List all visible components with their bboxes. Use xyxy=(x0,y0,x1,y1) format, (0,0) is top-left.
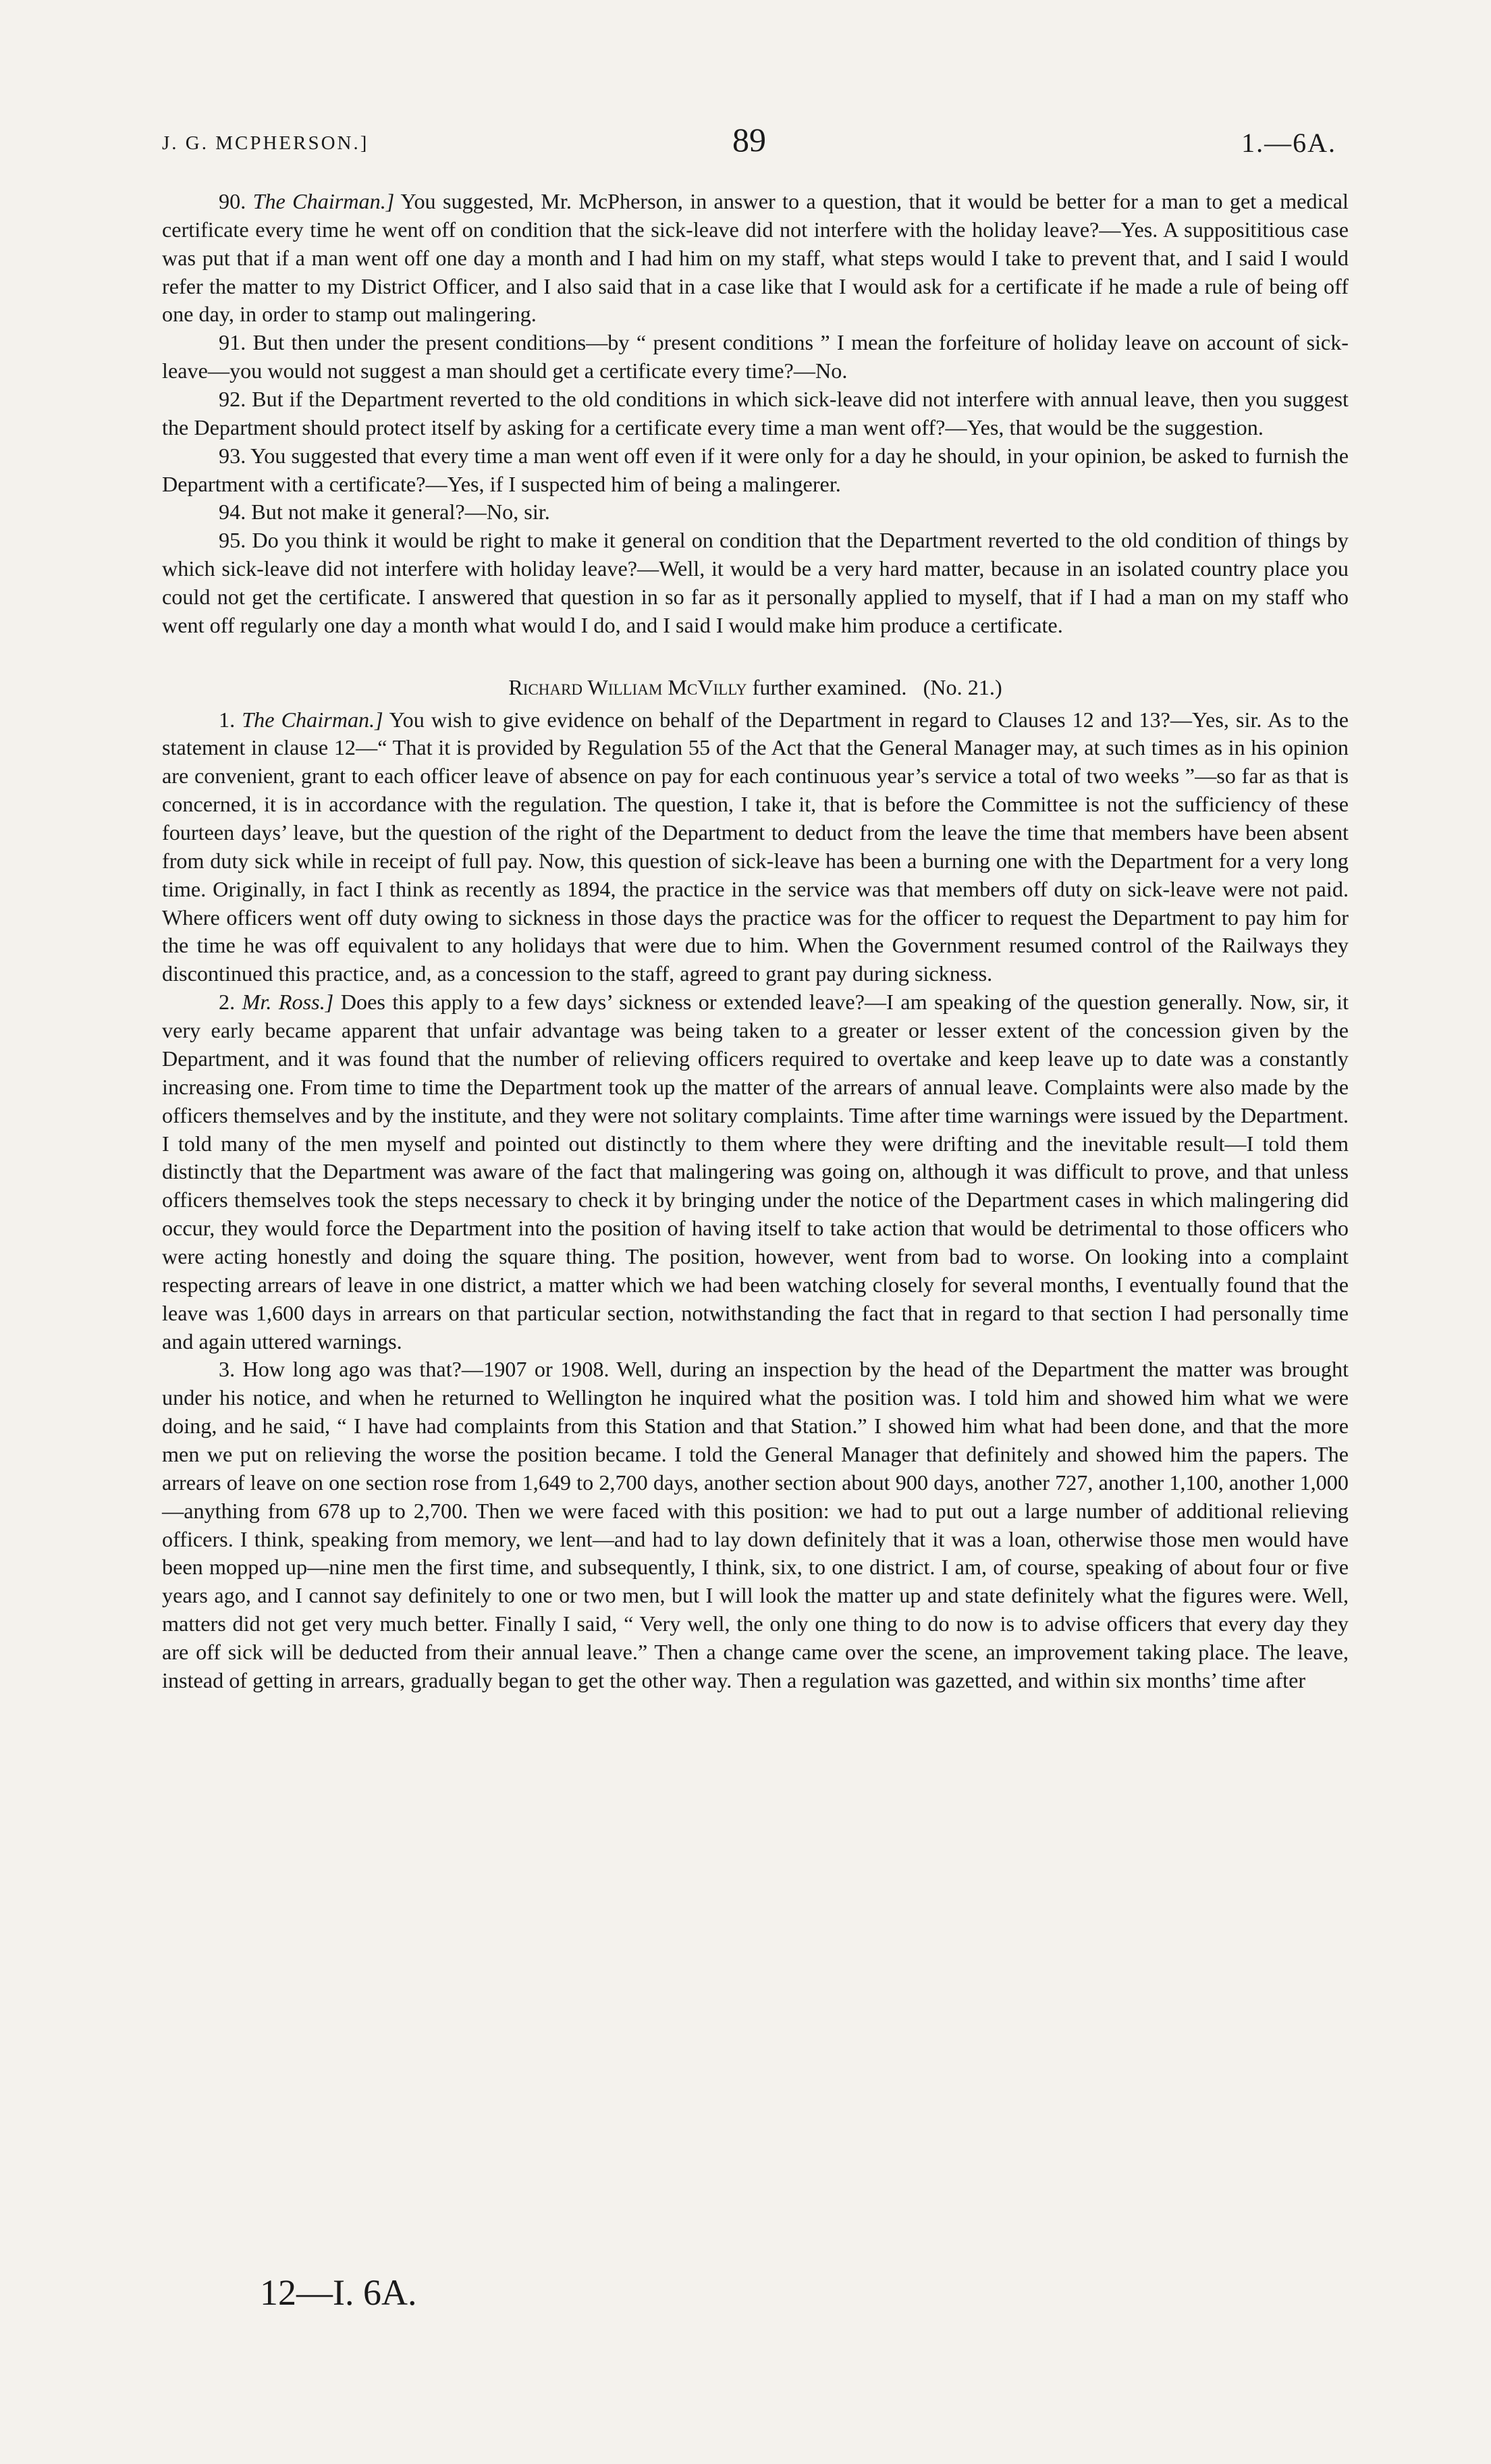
speaker-label: The Chairman.] xyxy=(252,189,395,213)
paragraph-93: 93. You suggested that every time a man went off even if it were only for a day he should, in your opinion, be asked to furnish the Department with a certificate?—Yes, if I suspected him of being a malingerer. xyxy=(162,443,1349,496)
paragraph-1: 1. The Chairman.] You wish to give evidence on behalf of the Department in regard to Clauses 12 and 13?—Yes, sir. As to the statement in clause 12—“ That it is provided by Regulation 55 of the Act that the General Manager may, at such times as in his opinion are convenient, grant to each officer leave of absence on pay for each continuous year’s service a total of two weeks ”—so far as that is concerned, it is in accordance with the regulation. The question, I take it, that is before the Committee is not the sufficiency of these fourteen days’ leave, but the question of the right of the Department to deduct from the leave the time that members have been absent from duty sick while in receipt of full pay. Now, this question of sick-leave has been a burning one with the Department for a very long time. Originally, in fact I think as recently as 1894, the practice in the service was that members off duty on sick-leave were not paid. Where officers went off duty owing to sickness in those days the practice was for the officer to request the Department to pay him for the time he was off equivalent to any holidays that were due to him. When the Government resumed control of the Railways they discontinued this practice, and, as a concession to the staff, agreed to grant pay during sickness. xyxy=(162,707,1349,986)
witness-heading xyxy=(162,674,1349,702)
paragraph-91: 91. But then under the present conditions—by “ present conditions ” I mean the forfeiture of holiday leave on account of sick-leave—you would not suggest a man should get a certificate every time?—No. xyxy=(162,330,1349,383)
paper-reference: 1.—6A. xyxy=(1241,128,1336,158)
speaker-label: Mr. Ross.] xyxy=(242,990,334,1015)
paragraph-94: 94. But not make it general?—No, sir. xyxy=(219,500,550,525)
witness-number: (No. 21.) xyxy=(923,674,1002,699)
paragraph-3: 3. How long ago was that?—1907 or 1908. Well, during an inspection by the head of the Department the matter was brought under his notice, and when he returned to Wellington he inquired what the position was. I told him and showed him what we were doing, and he said, “ I have had complaints from this Station and that Station.” I showed him what had been done, and that the more men we put on relieving the worse the position became. I told the General Manager that definitely and showed him the papers. The arrears of leave on one section rose from 1,649 to 2,700 days, another section about 900 days, another 727, another 1,100, another 1,000—anything from 678 up to 2,700. Then we were faced with this position: we had to put out a large number of additional relieving officers. I think, speaking from memory, we lent—and had to lay down definitely that it was a loan, otherwise those men would have been mopped up—nine men the first time, and subsequently, I think, six, to one district. I am, of course, speaking of about four or five years ago, and I cannot say definitely to one or two men, but I will look the matter up and state definitely what the figures were. Well, matters did not get very much better. Finally I said, “ Very well, the only one thing to do now is to advise officers that every day they are off sick will be deducted from their annual leave.” Then a change came over the scene, an improvement taking place. The leave, instead of getting in arrears, gradually began to get the other way. Then a regulation was gazetted, and within six months’ time after xyxy=(162,1357,1349,1692)
paragraph-90: 90. The Chairman.] You suggested, Mr. McPherson, in answer to a question, that it would be better for a man to get a medical certificate every time he went off on condition that the sick-leave did not interfere with the holiday leave?—Yes. A supposititious case was put that if a man went off one day a month and I had him on my staff, what steps would I take to prevent that, and I said I would refer the matter to my District Officer, and I also said that in a case like that I would ask for a certificate if he made a rule of being off one day, in order to stamp out malingering. xyxy=(162,189,1349,327)
running-header xyxy=(162,120,1336,174)
body-text xyxy=(162,188,1349,1695)
paragraph-95: 95. Do you think it would be right to make it general on condition that the Department reverted to the old condition of things by which sick-leave did not interfere with holiday leave?—Well, it would be a very hard matter, because in an isolated country place you could not get the certificate. I answered that question in so far as it personally applied to myself, that if I had a man on my staff who went off regularly one day a month what would I do, and I said I would make him produce a certificate. xyxy=(162,528,1349,637)
speaker-label: The Chairman.] xyxy=(242,707,383,732)
page-number: 89 xyxy=(732,121,766,159)
witness-name-header: J. G. MCPHERSON.] xyxy=(162,132,369,154)
paragraph-92: 92. But if the Department reverted to the old conditions in which sick-leave did not interfere with annual leave, then you suggest the Department should protect itself by asking for a certificate every time a man went off?—Yes, that would be the suggestion. xyxy=(162,387,1349,439)
witness-name: Richard William McVilly xyxy=(508,674,747,699)
paragraph-2: 2. Mr. Ross.] Does this apply to a few days’ sickness or extended leave?—I am speaking of the question generally. Now, sir, it very early became apparent that unfair advantage was being taken to a greater or lesser extent of the concession given by the Department, and it was found that the number of relieving officers required to overtake and keep leave up to date was a constantly increasing one. From time to time the Department took up the matter of the arrears of annual leave. Complaints were also made by the officers themselves and by the institute, and they were not solitary complaints. Time after time warnings were issued by the Department. I told many of the men myself and pointed out distinctly to them where they were drifting and the inevitable result—I told them distinctly that the Department was aware of the fact that malingering was going on, although it was difficult to prove, and that unless officers themselves took the steps necessary to check it by bringing under the notice of the Department cases in which malingering did occur, they would force the Department into the position of having itself to take action that would be detrimental to those officers who were acting honestly and doing the square thing. The position, however, went from bad to worse. On looking into a complaint respecting arrears of leave in one district, a matter which we had been watching closely for several months, I eventually found that the leave was 1,600 days in arrears on that particular section, notwithstanding the fact that in regard to that section I had personally time and again uttered warnings. xyxy=(162,990,1349,1354)
signature-mark: 12—I. 6A. xyxy=(260,2272,417,2313)
witness-status: further examined. xyxy=(752,674,907,699)
